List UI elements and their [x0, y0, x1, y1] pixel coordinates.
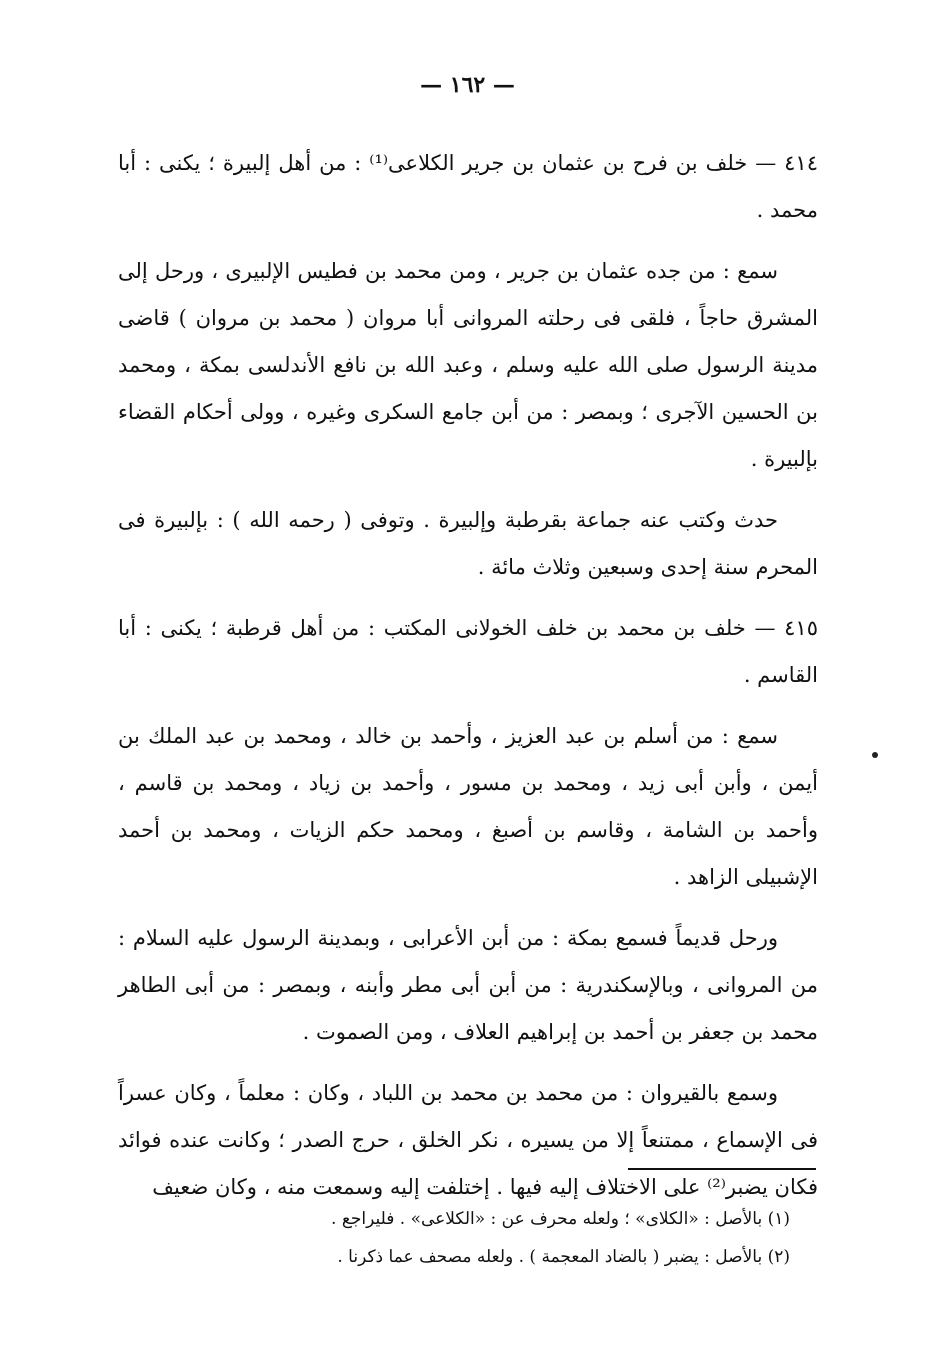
ink-dot: [872, 752, 878, 758]
entry-paragraph: سمع : من جده عثمان بن جرير ، ومن محمد بن فطيس الإلبيرى ، ورحل إلى المشرق حاجاً ، فلقى فى رحلته المروانى أبا مروان ( محمد بن مروان ) قاضى مدينة الرسول صلى الله عليه وسلم ، وعبد الله بن نافع الأندلسى بمكة ، ومحمد بن الحسين الآجرى ؛ وبمصر : من أبن جامع السكرى وغيره ، وولى أحكام القضاء بإلبيرة .: [118, 259, 818, 471]
entry-414: [118, 140, 818, 591]
entry-heading: ٤١٥ — خلف بن محمد بن خلف الخولانى المكتب : من أهل قرطبة ؛ يكنى : أبا القاسم .: [118, 616, 818, 687]
main-text: [118, 140, 818, 1225]
entry-paragraph: سمع : من أسلم بن عبد العزيز ، وأحمد بن خالد ، ومحمد بن عبد الملك بن أيمن ، وأبن أبى زيد ، ومحمد بن مسور ، وأحمد بن زياد ، ومحمد بن قاسم ، وأحمد بن الشامة ، وقاسم بن أصبغ ، ومحمد حكم الزيات ، ومحمد بن أحمد الإشبيلى الزاهد .: [118, 724, 818, 889]
footnote-1: (١) بالأصل : «الكلاى» ؛ ولعله محرف عن : «الكلاعى» . فليراجع .: [331, 1209, 790, 1229]
page-number: — ١٦٢ —: [420, 72, 515, 98]
entry-paragraph: ورحل قديماً فسمع بمكة : من أبن الأعرابى ، وبمدينة الرسول عليه السلام : من المروانى ، وبالإسكندرية : من أبن أبى مطر وأبنه ، وبمصر : من أبى الطاهر محمد بن جعفر بن أحمد بن إبراهيم العلاف ، ومن الصموت .: [118, 926, 818, 1044]
footnote-2: (٢) بالأصل : يضبر ( بالضاد المعجمة ) . ولعله مصحف عما ذكرنا .: [337, 1247, 790, 1267]
entry-paragraph: حدث وكتب عنه جماعة بقرطبة وإلبيرة . وتوفى ( رحمه الله ) : بإلبيرة فى المحرم سنة إحدى وسبعين وثلاث مائة .: [118, 508, 818, 579]
entry-415: [118, 605, 818, 1211]
footnotes: [230, 1200, 790, 1276]
entry-paragraph: وسمع بالقيروان : من محمد بن محمد بن اللباد ، وكان : معلماً ، وكان عسراً فى الإسماع ، ممتنعاً إلا من يسيره ، نكر الخلق ، حرج الصدر ؛ وكانت عنده فوائد فكان يضبر⁽²⁾ على الاختلاف إليه فيها . إختلفت إليه وسمعت منه ، وكان ضعيف: [118, 1081, 818, 1199]
footnote-divider: [628, 1168, 816, 1170]
entry-heading: ٤١٤ — خلف بن فرح بن عثمان بن جرير الكلاعى⁽¹⁾ : من أهل إلبيرة ؛ يكنى : أبا محمد .: [118, 151, 818, 222]
